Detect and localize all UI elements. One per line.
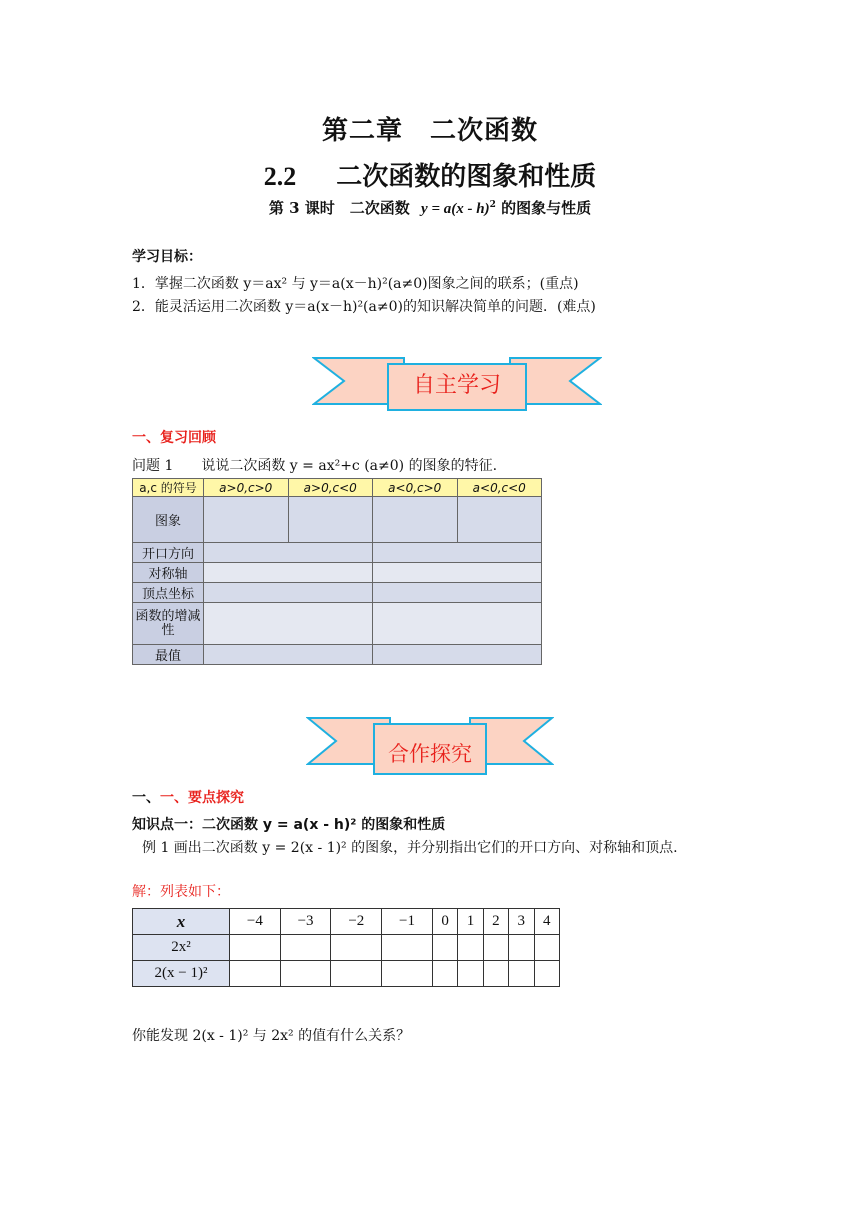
x-value-cell: −4	[230, 909, 281, 935]
review-row-label: 图象	[133, 497, 204, 543]
review-cell[interactable]	[204, 583, 373, 603]
blank-cell[interactable]	[382, 935, 433, 961]
lesson-suffix: 的图象与性质	[495, 199, 592, 217]
section-title	[0, 156, 860, 193]
review-header-cell: a>0,c>0	[204, 479, 289, 497]
review-row-label: 函数的增减性	[133, 603, 204, 645]
review-cell[interactable]	[373, 497, 458, 543]
blank-cell[interactable]	[534, 935, 560, 961]
x-value-cell: −3	[280, 909, 331, 935]
review-cell[interactable]	[373, 543, 542, 563]
blank-cell[interactable]	[458, 935, 483, 961]
blank-cell[interactable]	[432, 935, 457, 961]
blank-cell[interactable]	[331, 961, 382, 987]
review-cell[interactable]	[204, 603, 373, 645]
blank-cell[interactable]	[534, 961, 560, 987]
review-question: 问题 1 说说二次函数 y = ax²+c (a≠0) 的图象的特征.	[132, 458, 498, 474]
chapter-title: 第二章 二次函数	[321, 116, 538, 146]
x-value-cell: 4	[534, 909, 560, 935]
review-table	[132, 478, 542, 665]
review-header-cell: a<0,c>0	[373, 479, 458, 497]
review-row-label: 对称轴	[133, 563, 204, 583]
banner-label-1: 自主学习	[412, 373, 501, 398]
values-row-label: 2(x − 1)²	[133, 961, 230, 987]
lesson-title	[0, 197, 860, 218]
review-cell[interactable]	[204, 543, 373, 563]
blank-cell[interactable]	[509, 935, 534, 961]
relation-question: 你能发现 2(x - 1)² 与 2x² 的值有什么关系？	[132, 1028, 411, 1044]
solution-label: 解：列表如下：	[132, 884, 230, 900]
review-header-cell: a>0,c<0	[288, 479, 373, 497]
goal-item-2: 2．能灵活运用二次函数 y＝a(x－h)²(a≠0)的知识解决简单的问题．(难点)	[132, 299, 596, 315]
review-row-label: 开口方向	[133, 543, 204, 563]
blank-cell[interactable]	[509, 961, 534, 987]
goals-heading: 学习目标：	[132, 249, 202, 265]
review-cell[interactable]	[373, 603, 542, 645]
values-row-label: x	[133, 909, 230, 935]
blank-cell[interactable]	[483, 935, 508, 961]
x-value-cell: 2	[483, 909, 508, 935]
review-cell[interactable]	[204, 645, 373, 665]
review-cell[interactable]	[373, 563, 542, 583]
review-header-cell: a<0,c<0	[457, 479, 542, 497]
lesson-formula-exp: 2	[489, 200, 496, 210]
blank-cell[interactable]	[483, 961, 508, 987]
review-cell[interactable]	[204, 497, 289, 543]
lesson-prefix: 第 3 课时 二次函数	[268, 199, 410, 217]
blank-cell[interactable]	[280, 935, 331, 961]
blank-cell[interactable]	[280, 961, 331, 987]
review-row-label: 顶点坐标	[133, 583, 204, 603]
banner-label-2: 合作探究	[388, 742, 472, 766]
section-name: 二次函数的图象和性质	[336, 162, 597, 192]
lesson-formula: y = a(x - h)	[421, 201, 490, 217]
review-cell[interactable]	[373, 645, 542, 665]
review-cell[interactable]	[373, 583, 542, 603]
x-value-cell: 1	[458, 909, 483, 935]
explore-heading: 一、一、要点探究	[132, 790, 244, 806]
x-value-cell: −2	[331, 909, 382, 935]
review-cell[interactable]	[204, 563, 373, 583]
blank-cell[interactable]	[230, 935, 281, 961]
goal-item-1: 1．掌握二次函数 y＝ax² 与 y＝a(x－h)²(a≠0)图象之间的联系；(重点)	[132, 276, 579, 292]
x-value-cell: 0	[432, 909, 457, 935]
blank-cell[interactable]	[458, 961, 483, 987]
review-cell[interactable]	[457, 497, 542, 543]
blank-cell[interactable]	[331, 935, 382, 961]
blank-cell[interactable]	[230, 961, 281, 987]
explore-heading-text: 一、要点探究	[160, 790, 244, 806]
review-header-cell: a,c 的符号	[133, 479, 204, 497]
x-value-cell: 3	[509, 909, 534, 935]
knowledge-point: 知识点一：二次函数 y = a(x - h)² 的图象和性质	[132, 817, 446, 833]
values-table	[132, 908, 560, 987]
review-row-label: 最值	[133, 645, 204, 665]
blank-cell[interactable]	[432, 961, 457, 987]
section-number: 2.2	[263, 162, 297, 191]
review-heading: 一、复习回顾	[132, 430, 216, 446]
example-text: 例 1 画出二次函数 y = 2(x - 1)² 的图象，并分别指出它们的开口方向、对称轴和顶点.	[142, 840, 678, 856]
x-value-cell: −1	[382, 909, 433, 935]
review-cell[interactable]	[288, 497, 373, 543]
blank-cell[interactable]	[382, 961, 433, 987]
values-row-label: 2x²	[133, 935, 230, 961]
